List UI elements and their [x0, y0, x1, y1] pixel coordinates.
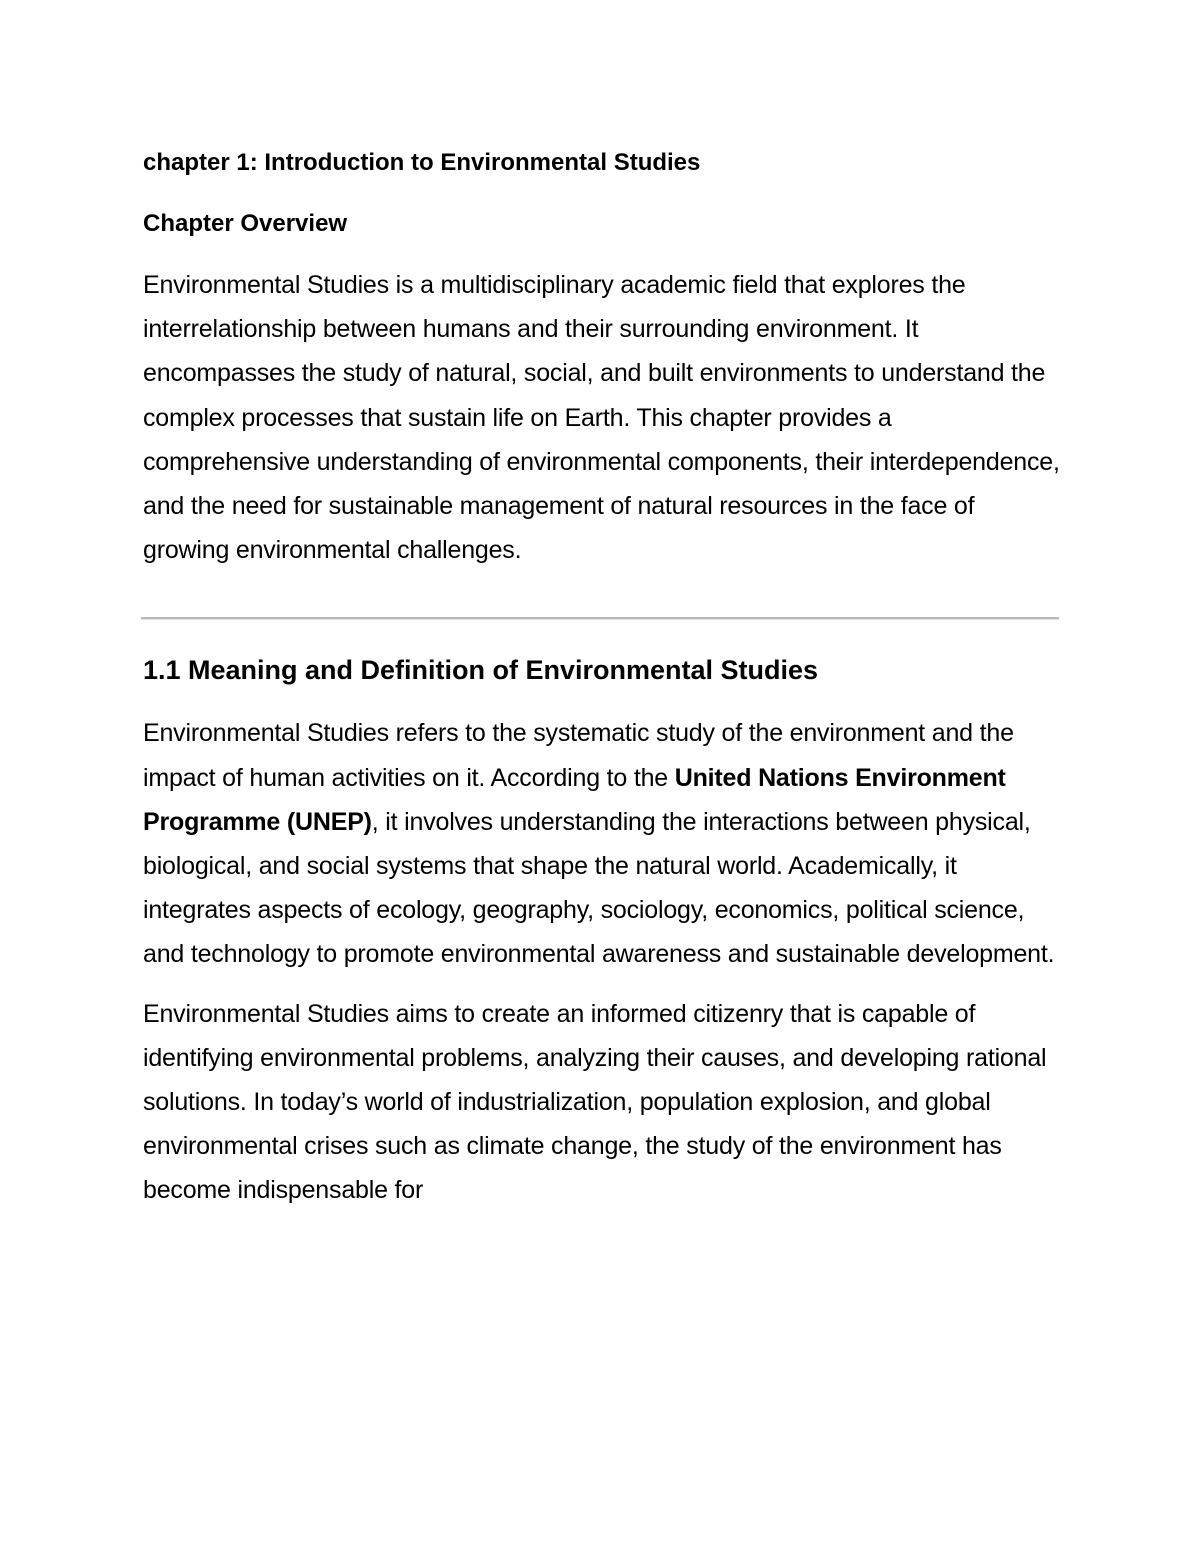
section-divider: [141, 617, 1059, 619]
paragraph-text: , it involves understanding the interactions between physical, biological, and social systems that shape the natural world. Academically, it integrates aspects of ecology, geography, sociology, economics, political science, and technology to promote environmental awareness and sustainable development.: [143, 807, 1055, 969]
chapter-overview-heading: Chapter Overview: [143, 210, 348, 237]
paragraph-text: Environmental Studies refers to the systematic study of the environment and the impact of human activities on it. According to the: [143, 719, 1014, 792]
chapter-title: chapter 1: Introduction to Environmental Studies: [143, 149, 701, 176]
section-1-1-paragraph-1: [143, 711, 1063, 976]
unep-bold-text: United Nations Environment Programme (UNEP): [143, 763, 1006, 836]
document-page: [143, 143, 1063, 1213]
section-1-1-paragraph-2: Environmental Studies aims to create an informed citizenry that is capable of identifying environmental problems, analyzing their causes, and developing rational solutions. In today’s world of industrialization, population explosion, and global environmental crises such as climate change, the study of the environment has become indispensable for: [143, 999, 1047, 1205]
chapter-overview-paragraph: Environmental Studies is a multidisciplinary academic field that explores the interrelationship between humans and their surrounding environment. It encompasses the study of natural, social, and built environments to understand the complex processes that sustain life on Earth. This chapter provides a comprehensive understanding of environmental components, their interdependence, and the need for sustainable management of natural resources in the face of growing environmental challenges.: [143, 271, 1060, 565]
section-1-1-heading: 1.1 Meaning and Definition of Environmental Studies: [143, 655, 819, 686]
